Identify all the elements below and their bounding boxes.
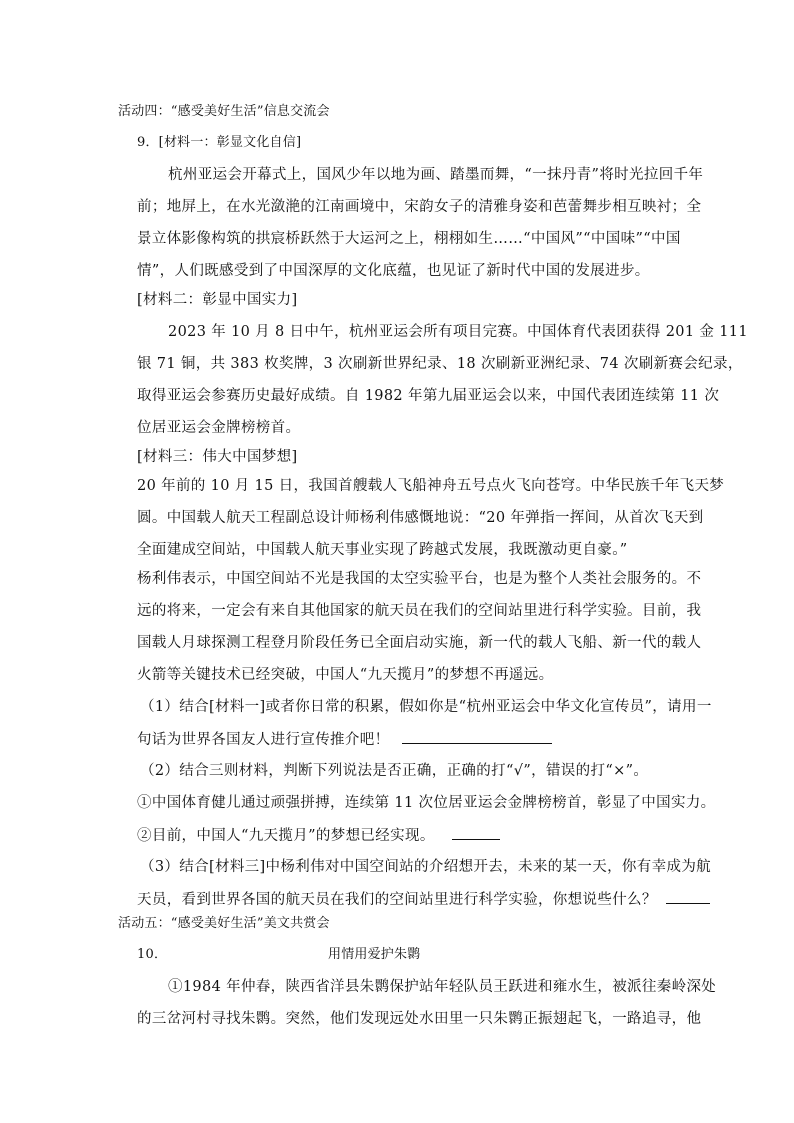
m2-line: 2023 年 10 月 8 日中午，杭州亚运会所有项目完赛。中国体育代表团获得 201 金 111: [168, 324, 748, 340]
m1-line: 前；地屏上，在水光潋滟的江南画境中，宋韵女子的清雅身姿和芭蕾舞步相互映衬；全: [137, 199, 702, 215]
activity4-heading: 活动四：“感受美好生活”信息交流会: [118, 104, 330, 119]
q10-number: 10．: [137, 947, 168, 962]
sub1-line: （1）结合[材料一]或者你日常的积累，假如你是“杭州亚运会中华文化宣传员”，请用一: [140, 699, 712, 715]
m2-line: 位居亚运会金牌榜榜首。: [137, 420, 301, 436]
answer-blank[interactable]: [666, 889, 710, 904]
m3-line: 20 年前的 10 月 15 日，我国首艘载人飞船神舟五号点火飞向苍穹。中华民族千年飞天梦: [137, 478, 725, 494]
m1-line: 情”，人们既感受到了中国深厚的文化底蕴，也见证了新时代中国的发展进步。: [137, 263, 650, 279]
q10-paragraph-line: ①1984 年仲春，陕西省洋县朱鹮保护站年轻队员王跃进和雍水生，被派往秦岭深处: [168, 979, 717, 995]
m2-line: 银 71 铜，共 383 枚奖牌，3 次刷新世界纪录、18 次刷新亚洲纪录、74 次刷新赛会纪录，: [137, 356, 743, 372]
sub2-item: ①中国体育健儿通过顽强拼搏，连续第 11 次位居亚运会金牌榜榜首，彰显了中国实力。: [137, 795, 716, 811]
m2-title: [材料二：彰显中国实力]: [137, 292, 298, 308]
sub2-line: （2）结合三则材料，判断下列说法是否正确，正确的打“√”，错误的打“×”。: [140, 763, 649, 779]
m3-line: 国载人月球探测工程登月阶段任务已全面启动实施，新一代的载人飞船、新一代的载人: [137, 635, 702, 651]
answer-blank[interactable]: [402, 729, 552, 744]
m3-line: 全面建成空间站，中国载人航天事业实现了跨越式发展，我既激动更自豪。”: [137, 542, 628, 558]
m3-line: 杨利伟表示，中国空间站不光是我国的太空实验平台，也是为整个人类社会服务的。不: [137, 571, 702, 587]
sub2-item-with-blank: [137, 825, 500, 846]
q10-title: 用情用爱护朱鹮: [328, 947, 421, 962]
m3-line: 远的将来，一定会有来自其他国家的航天员在我们的空间站里进行科学实验。目前，我: [137, 603, 702, 619]
sub3-line: （3）结合[材料三]中杨利伟对中国空间站的介绍想开去，未来的某一天，你有幸成为航: [140, 859, 712, 875]
m3-title: [材料三：伟大中国梦想]: [137, 449, 298, 465]
sub3-line-with-blank: [137, 889, 710, 910]
m1-line: 杭州亚运会开幕式上，国风少年以地为画、踏墨而舞，“一抹丹青”将时光拉回千年: [168, 167, 704, 183]
answer-blank[interactable]: [452, 825, 500, 840]
q9-label: 9．[材料一：彰显文化自信]: [137, 135, 302, 150]
q10-paragraph-line: 的三岔河村寻找朱鹮。突然，他们发现远处水田里一只朱鹮正振翅起飞，一路追寻，他: [137, 1011, 702, 1027]
sub3-line-text: 天员，看到世界各国的航天员在我们的空间站里进行科学实验，你想说些什么？: [137, 892, 657, 908]
m1-line: 景立体影像构筑的拱宸桥跃然于大运河之上，栩栩如生……“中国风”“中国味”“中国: [137, 231, 681, 247]
activity5-heading: 活动五：“感受美好生活”美文共赏会: [118, 916, 330, 931]
sub2-item-text: ②目前，中国人“九天揽月”的梦想已经实现。: [137, 828, 435, 844]
m3-line: 圆。中国载人航天工程副总设计师杨利伟感慨地说：“20 年弹指一挥间，从首次飞天到: [137, 510, 704, 526]
sub1-line-with-blank: [137, 729, 552, 750]
m2-line: 取得亚运会参赛历史最好成绩。自 1982 年第九届亚运会以来，中国代表团连续第 11 次: [137, 388, 720, 404]
m3-line: 火箭等关键技术已经突破，中国人“九天揽月”的梦想不再遥远。: [137, 667, 554, 683]
sub1-line-text: 句话为世界各国友人进行宣传推介吧！: [137, 732, 390, 748]
